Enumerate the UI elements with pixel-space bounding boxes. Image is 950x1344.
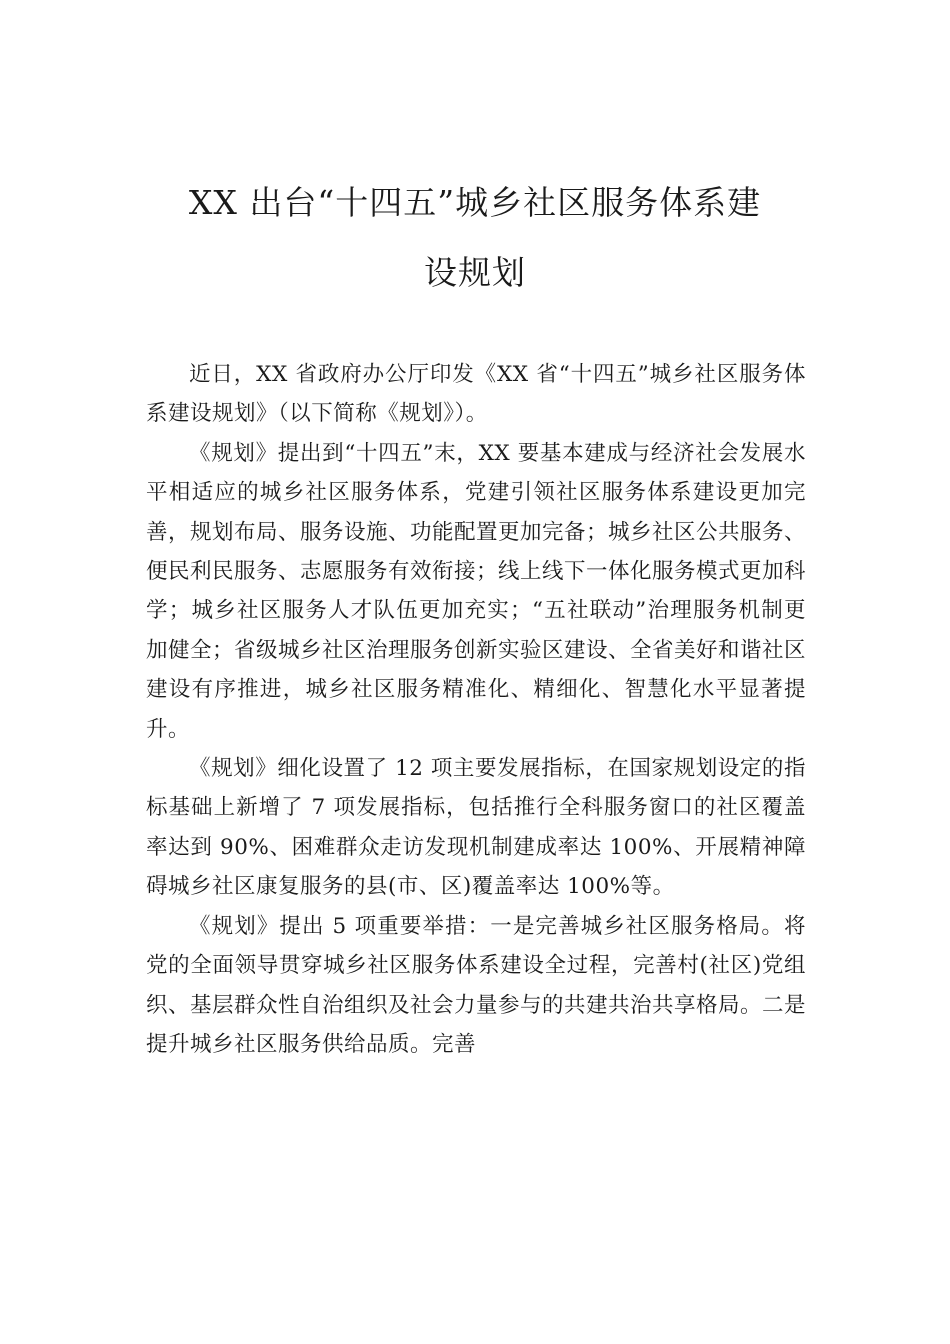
paragraph-4: 《规划》提出 5 项重要举措：一是完善城乡社区服务格局。将党的全面领导贯穿城乡社区服务体系建设全过程，完善村(社区)党组织、基层群众性自治组织及社会力量参与的共建共治共享格局。二是提升城乡社区服务供给品质。完善 (146, 913, 807, 1057)
title-line-2: 设规划 (424, 253, 526, 292)
paragraph-2: 《规划》提出到“十四五”末，XX 要基本建成与经济社会发展水平相适应的城乡社区服务体系，党建引领社区服务体系建设更加完善，规划布局、服务设施、功能配置更加完备；城乡社区公共服务、便民利民服务、志愿服务有效衔接；线上线下一体化服务模式更加科学；城乡社区服务人才队伍更加充实；“五社联动”治理服务机制更加健全；省级城乡社区治理服务创新实验区建设、全省美好和谐社区建设有序推进，城乡社区服务精准化、精细化、智慧化水平显著提升。 (146, 440, 807, 742)
paragraph-1: 近日，XX 省政府办公厅印发《XX 省“十四五”城乡社区服务体系建设规划》（以下简称《规划》）。 (146, 362, 806, 427)
paragraph-3: 《规划》细化设置了 12 项主要发展指标，在国家规划设定的指标基础上新增了 7 项发展指标，包括推行全科服务窗口的社区覆盖率达到 90%、困难群众走访发现机制建成率达 100%、开展精神障碍城乡社区康复服务的县(市、区)覆盖率达 100%等。 (146, 756, 806, 900)
title-line-1: XX 出台“十四五”城乡社区服务体系建 (188, 183, 762, 222)
document-body (146, 355, 806, 1064)
document-title (140, 168, 810, 308)
